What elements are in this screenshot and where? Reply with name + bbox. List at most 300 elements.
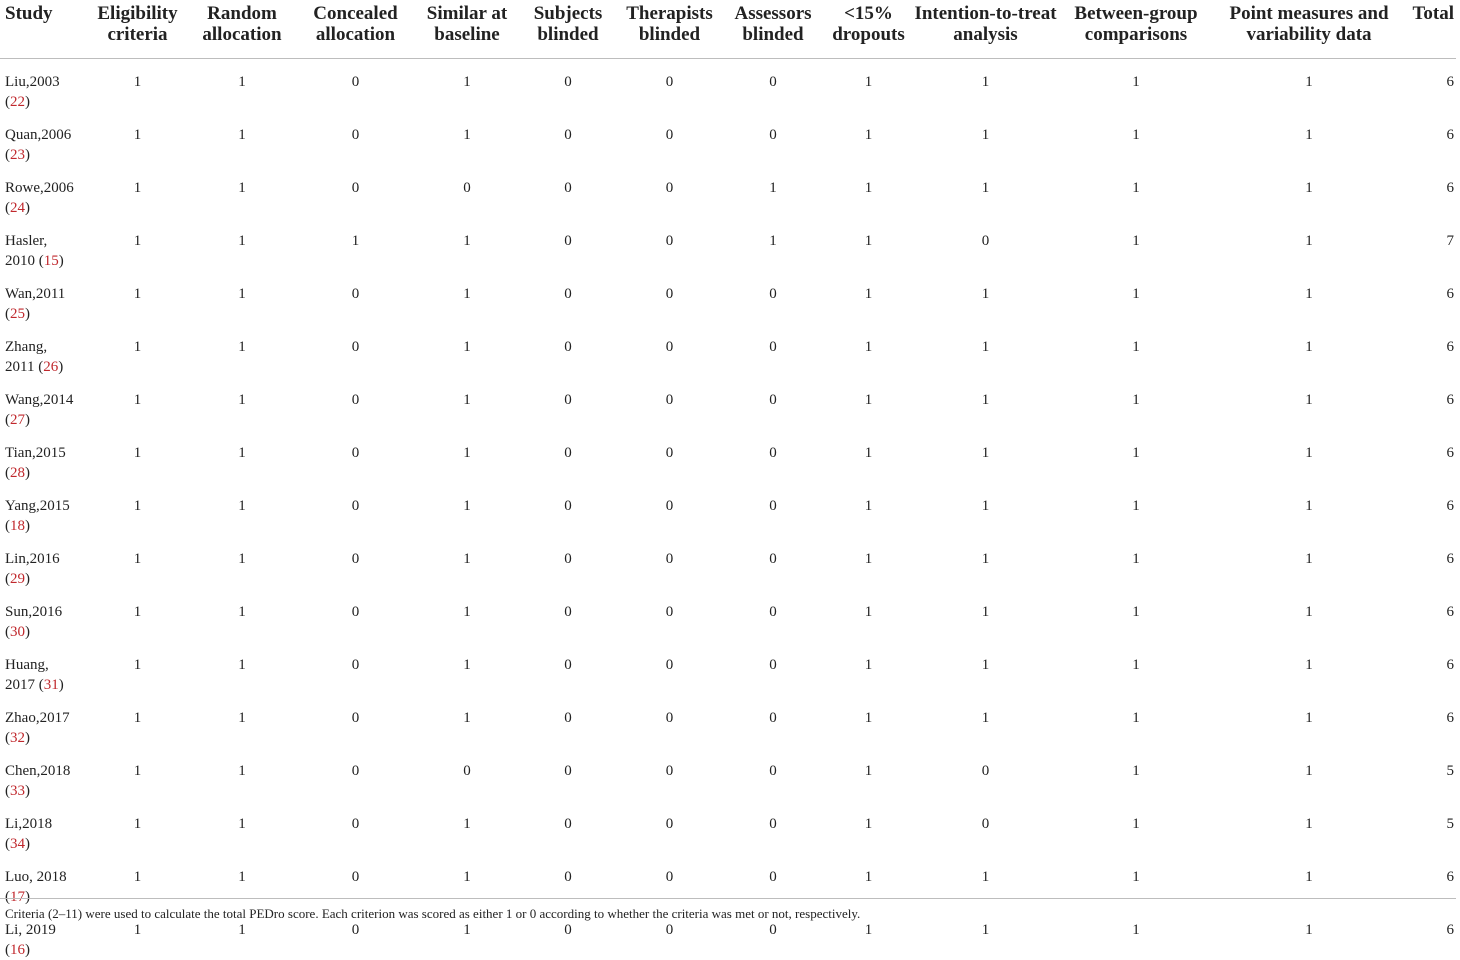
criterion-score-cell: 0: [293, 536, 418, 589]
reference-link[interactable]: 18: [10, 518, 25, 534]
criterion-score-cell: 1: [910, 271, 1061, 324]
criterion-score-cell: 1: [191, 907, 293, 960]
criterion-score-cell: 1: [1211, 642, 1407, 695]
criterion-score-cell: 1: [84, 218, 191, 271]
criterion-score-cell: 1: [910, 483, 1061, 536]
ref-close-paren: ): [59, 253, 64, 269]
column-header-concealed-allocation: Concealed allocation: [293, 0, 418, 59]
criterion-score-cell: 1: [1211, 377, 1407, 430]
study-cell: [0, 430, 84, 483]
criterion-score-cell: 1: [191, 165, 293, 218]
reference-link[interactable]: 17: [10, 889, 25, 905]
ref-close-paren: ): [59, 677, 64, 693]
total-score-cell: 5: [1407, 801, 1456, 854]
criterion-score-cell: 0: [516, 854, 620, 907]
criterion-score-cell: 0: [719, 271, 827, 324]
ref-open-paren: (: [38, 359, 43, 375]
criterion-score-cell: 1: [827, 218, 910, 271]
criterion-score-cell: 1: [827, 748, 910, 801]
criterion-score-cell: 0: [719, 377, 827, 430]
study-name: Zhao,2017: [5, 710, 70, 726]
ref-open-paren: (: [5, 571, 10, 587]
ref-close-paren: ): [25, 518, 30, 534]
study-name: Sun,2016: [5, 604, 62, 620]
criterion-score-cell: 1: [1061, 748, 1211, 801]
criterion-score-cell: 0: [516, 165, 620, 218]
criterion-score-cell: 1: [1061, 536, 1211, 589]
criterion-score-cell: 1: [827, 377, 910, 430]
criterion-score-cell: 0: [620, 854, 719, 907]
criterion-score-cell: 0: [293, 854, 418, 907]
criterion-score-cell: 1: [1211, 801, 1407, 854]
study-name: Luo, 2018: [5, 869, 67, 885]
criterion-score-cell: 1: [827, 59, 910, 113]
criterion-score-cell: 0: [620, 907, 719, 960]
criterion-score-cell: 1: [191, 748, 293, 801]
criterion-score-cell: 0: [293, 695, 418, 748]
criterion-score-cell: 1: [1211, 483, 1407, 536]
criterion-score-cell: 1: [418, 907, 516, 960]
criterion-score-cell: 0: [719, 59, 827, 113]
study-cell: [0, 536, 84, 589]
criterion-score-cell: 1: [84, 748, 191, 801]
study-cell: [0, 483, 84, 536]
criterion-score-cell: 1: [1061, 430, 1211, 483]
ref-close-paren: ): [25, 306, 30, 322]
reference-link[interactable]: 30: [10, 624, 25, 640]
column-header-therapists-blinded: Therapists blinded: [620, 0, 719, 59]
criterion-score-cell: 1: [910, 59, 1061, 113]
criterion-score-cell: 0: [620, 589, 719, 642]
table-row: [0, 589, 1456, 642]
criterion-score-cell: 0: [516, 271, 620, 324]
criterion-score-cell: 1: [191, 589, 293, 642]
criterion-score-cell: 1: [84, 112, 191, 165]
criterion-score-cell: 1: [1061, 854, 1211, 907]
ref-open-paren: (: [5, 624, 10, 640]
criterion-score-cell: 0: [719, 907, 827, 960]
criterion-score-cell: 0: [293, 271, 418, 324]
criterion-score-cell: 1: [84, 377, 191, 430]
reference-link[interactable]: 32: [10, 730, 25, 746]
reference-link[interactable]: 23: [10, 147, 25, 163]
criterion-score-cell: 0: [620, 695, 719, 748]
column-header-subjects-blinded: Subjects blinded: [516, 0, 620, 59]
criterion-score-cell: 1: [1061, 324, 1211, 377]
criterion-score-cell: 1: [1061, 271, 1211, 324]
ref-open-paren: (: [39, 253, 44, 269]
criterion-score-cell: 1: [84, 165, 191, 218]
criterion-score-cell: 0: [516, 907, 620, 960]
ref-open-paren: (: [5, 306, 10, 322]
criterion-score-cell: 0: [516, 377, 620, 430]
criterion-score-cell: 0: [910, 218, 1061, 271]
criterion-score-cell: 1: [1211, 271, 1407, 324]
criterion-score-cell: 0: [293, 748, 418, 801]
criterion-score-cell: 0: [719, 430, 827, 483]
criterion-score-cell: 1: [191, 218, 293, 271]
study-cell: [0, 377, 84, 430]
criterion-score-cell: 1: [827, 642, 910, 695]
criterion-score-cell: 1: [293, 218, 418, 271]
criterion-score-cell: 1: [418, 112, 516, 165]
header-row: [0, 0, 1456, 59]
table-row: [0, 748, 1456, 801]
total-score-cell: 6: [1407, 165, 1456, 218]
criterion-score-cell: 0: [719, 483, 827, 536]
ref-open-paren: (: [5, 730, 10, 746]
ref-close-paren: ): [25, 147, 30, 163]
study-year: 2017: [5, 677, 39, 693]
column-header-dropouts: <15% dropouts: [827, 0, 910, 59]
criterion-score-cell: 1: [191, 112, 293, 165]
criterion-score-cell: 0: [719, 324, 827, 377]
criterion-score-cell: 0: [719, 695, 827, 748]
column-header-assessors-blinded: Assessors blinded: [719, 0, 827, 59]
ref-open-paren: (: [5, 942, 10, 958]
column-header-point-measures: Point measures and variability data: [1211, 0, 1407, 59]
criterion-score-cell: 1: [1061, 218, 1211, 271]
criterion-score-cell: 1: [191, 642, 293, 695]
criterion-score-cell: 1: [84, 854, 191, 907]
total-score-cell: 6: [1407, 271, 1456, 324]
column-header-similar-at-baseline: Similar at baseline: [418, 0, 516, 59]
reference-link[interactable]: 34: [10, 836, 25, 852]
ref-close-paren: ): [25, 889, 30, 905]
table-row: [0, 377, 1456, 430]
criterion-score-cell: 1: [84, 642, 191, 695]
total-score-cell: 6: [1407, 430, 1456, 483]
criterion-score-cell: 0: [516, 642, 620, 695]
criterion-score-cell: 0: [620, 112, 719, 165]
table-row: [0, 854, 1456, 907]
study-name: Yang,2015: [5, 498, 70, 514]
total-score-cell: 6: [1407, 536, 1456, 589]
total-score-cell: 6: [1407, 642, 1456, 695]
criterion-score-cell: 0: [620, 377, 719, 430]
table-row: [0, 536, 1456, 589]
ref-close-paren: ): [25, 571, 30, 587]
criterion-score-cell: 1: [1211, 536, 1407, 589]
total-score-cell: 6: [1407, 695, 1456, 748]
criterion-score-cell: 0: [293, 430, 418, 483]
criterion-score-cell: 1: [191, 430, 293, 483]
criterion-score-cell: 1: [1061, 907, 1211, 960]
column-header-total: Total: [1407, 0, 1456, 59]
column-header-between-group-comparisons: Between-group comparisons: [1061, 0, 1211, 59]
criterion-score-cell: 0: [620, 748, 719, 801]
criterion-score-cell: 1: [191, 695, 293, 748]
ref-open-paren: (: [39, 677, 44, 693]
criterion-score-cell: 1: [827, 271, 910, 324]
criterion-score-cell: 1: [910, 907, 1061, 960]
column-header-intention-to-treat: Intention-to-treat analysis: [910, 0, 1061, 59]
study-name: Quan,2006: [5, 127, 71, 143]
criterion-score-cell: 1: [84, 536, 191, 589]
study-name: Wang,2014: [5, 392, 73, 408]
criterion-score-cell: 1: [1061, 589, 1211, 642]
criterion-score-cell: 0: [516, 430, 620, 483]
study-cell: [0, 589, 84, 642]
criterion-score-cell: 1: [910, 854, 1061, 907]
criterion-score-cell: 1: [418, 218, 516, 271]
total-score-cell: 6: [1407, 377, 1456, 430]
criterion-score-cell: 1: [910, 589, 1061, 642]
ref-open-paren: (: [5, 200, 10, 216]
study-name: Liu,2003: [5, 74, 60, 90]
criterion-score-cell: 0: [516, 218, 620, 271]
criterion-score-cell: 1: [418, 430, 516, 483]
criterion-score-cell: 1: [1061, 801, 1211, 854]
ref-open-paren: (: [5, 412, 10, 428]
ref-close-paren: ): [25, 836, 30, 852]
study-cell: [0, 324, 84, 377]
criterion-score-cell: 0: [516, 483, 620, 536]
study-cell: [0, 854, 84, 907]
study-cell: [0, 695, 84, 748]
criterion-score-cell: 1: [827, 324, 910, 377]
reference-link[interactable]: 22: [10, 94, 25, 110]
table-row: [0, 695, 1456, 748]
criterion-score-cell: 1: [910, 112, 1061, 165]
criterion-score-cell: 1: [1061, 695, 1211, 748]
criterion-score-cell: 1: [418, 59, 516, 113]
criterion-score-cell: 1: [1061, 59, 1211, 113]
table-row: [0, 642, 1456, 695]
total-score-cell: 6: [1407, 59, 1456, 113]
total-score-cell: 5: [1407, 748, 1456, 801]
column-header-random-allocation: Random allocation: [191, 0, 293, 59]
table-row: [0, 430, 1456, 483]
criterion-score-cell: 1: [418, 801, 516, 854]
criterion-score-cell: 0: [620, 483, 719, 536]
criterion-score-cell: 0: [620, 271, 719, 324]
criterion-score-cell: 0: [719, 589, 827, 642]
ref-close-paren: ): [25, 624, 30, 640]
criterion-score-cell: 1: [827, 801, 910, 854]
study-name: Li,2018: [5, 816, 52, 832]
criterion-score-cell: 0: [293, 165, 418, 218]
column-header-study: Study: [0, 0, 84, 59]
criterion-score-cell: 1: [827, 589, 910, 642]
total-score-cell: 6: [1407, 324, 1456, 377]
criterion-score-cell: 0: [719, 801, 827, 854]
ref-close-paren: ): [25, 200, 30, 216]
total-score-cell: 6: [1407, 112, 1456, 165]
criterion-score-cell: 1: [910, 430, 1061, 483]
criterion-score-cell: 0: [719, 854, 827, 907]
study-cell: [0, 801, 84, 854]
criterion-score-cell: 1: [84, 589, 191, 642]
criterion-score-cell: 1: [827, 907, 910, 960]
study-name: Wan,2011: [5, 286, 65, 302]
criterion-score-cell: 1: [910, 324, 1061, 377]
criterion-score-cell: 1: [1061, 377, 1211, 430]
criterion-score-cell: 1: [910, 377, 1061, 430]
criterion-score-cell: 1: [84, 695, 191, 748]
criterion-score-cell: 1: [827, 165, 910, 218]
table-row: [0, 324, 1456, 377]
study-name: Huang,: [5, 657, 49, 673]
criterion-score-cell: 1: [191, 59, 293, 113]
study-cell: [0, 165, 84, 218]
criterion-score-cell: 0: [620, 59, 719, 113]
reference-link[interactable]: 27: [10, 412, 25, 428]
table-row: [0, 165, 1456, 218]
criterion-score-cell: 0: [516, 748, 620, 801]
criterion-score-cell: 1: [1211, 165, 1407, 218]
study-year: 2011: [5, 359, 38, 375]
criterion-score-cell: 0: [620, 324, 719, 377]
criterion-score-cell: 0: [293, 483, 418, 536]
ref-open-paren: (: [5, 518, 10, 534]
criterion-score-cell: 1: [827, 854, 910, 907]
criterion-score-cell: 0: [293, 642, 418, 695]
ref-close-paren: ): [25, 783, 30, 799]
criterion-score-cell: 1: [84, 907, 191, 960]
criterion-score-cell: 1: [1061, 165, 1211, 218]
criterion-score-cell: 1: [191, 271, 293, 324]
criterion-score-cell: 1: [1211, 218, 1407, 271]
study-cell: [0, 642, 84, 695]
reference-link[interactable]: 33: [10, 783, 25, 799]
total-score-cell: 6: [1407, 907, 1456, 960]
criterion-score-cell: 1: [827, 483, 910, 536]
criterion-score-cell: 1: [827, 536, 910, 589]
criterion-score-cell: 0: [910, 748, 1061, 801]
criterion-score-cell: 1: [418, 324, 516, 377]
reference-link[interactable]: 24: [10, 200, 25, 216]
total-score-cell: 6: [1407, 589, 1456, 642]
criterion-score-cell: 1: [418, 377, 516, 430]
criterion-score-cell: 0: [620, 536, 719, 589]
table-row: [0, 218, 1456, 271]
reference-link[interactable]: 15: [44, 253, 59, 269]
criterion-score-cell: 1: [418, 271, 516, 324]
reference-link[interactable]: 16: [10, 942, 25, 958]
table-row: [0, 801, 1456, 854]
study-year: 2010: [5, 253, 39, 269]
criterion-score-cell: 0: [516, 112, 620, 165]
table-row: [0, 59, 1456, 113]
ref-close-paren: ): [25, 412, 30, 428]
table-body: [0, 59, 1456, 960]
reference-link[interactable]: 29: [10, 571, 25, 587]
criterion-score-cell: 0: [418, 748, 516, 801]
ref-close-paren: ): [25, 942, 30, 958]
criterion-score-cell: 0: [516, 59, 620, 113]
total-score-cell: 7: [1407, 218, 1456, 271]
reference-link[interactable]: 25: [10, 306, 25, 322]
criterion-score-cell: 1: [84, 324, 191, 377]
criterion-score-cell: 0: [293, 907, 418, 960]
criterion-score-cell: 0: [516, 801, 620, 854]
ref-close-paren: ): [25, 730, 30, 746]
ref-close-paren: ): [25, 94, 30, 110]
criterion-score-cell: 0: [516, 695, 620, 748]
criterion-score-cell: 0: [293, 377, 418, 430]
criterion-score-cell: 1: [418, 695, 516, 748]
study-cell: [0, 218, 84, 271]
study-name: Lin,2016: [5, 551, 60, 567]
criterion-score-cell: 0: [620, 801, 719, 854]
table-row: [0, 112, 1456, 165]
table-row: [0, 483, 1456, 536]
criterion-score-cell: 1: [191, 324, 293, 377]
study-cell: [0, 271, 84, 324]
study-cell: [0, 748, 84, 801]
criterion-score-cell: 1: [1211, 112, 1407, 165]
study-name: Hasler,: [5, 233, 47, 249]
criterion-score-cell: 0: [293, 59, 418, 113]
criterion-score-cell: 1: [1211, 695, 1407, 748]
criterion-score-cell: 1: [84, 483, 191, 536]
reference-link[interactable]: 26: [43, 359, 58, 375]
criterion-score-cell: 1: [910, 642, 1061, 695]
criterion-score-cell: 1: [418, 483, 516, 536]
criterion-score-cell: 1: [191, 801, 293, 854]
study-name: Rowe,2006: [5, 180, 74, 196]
criterion-score-cell: 1: [1211, 854, 1407, 907]
study-name: Tian,2015: [5, 445, 66, 461]
ref-open-paren: (: [5, 465, 10, 481]
column-header-eligibility-criteria: Eligibility criteria: [84, 0, 191, 59]
criterion-score-cell: 0: [620, 165, 719, 218]
criterion-score-cell: 0: [293, 112, 418, 165]
criterion-score-cell: 0: [719, 748, 827, 801]
criterion-score-cell: 0: [719, 642, 827, 695]
footnote-divider: [0, 898, 1456, 899]
table-row: [0, 271, 1456, 324]
reference-link[interactable]: 31: [44, 677, 59, 693]
criterion-score-cell: 0: [516, 324, 620, 377]
table-header: [0, 0, 1456, 59]
criterion-score-cell: 0: [293, 589, 418, 642]
criterion-score-cell: 1: [827, 695, 910, 748]
criterion-score-cell: 0: [620, 430, 719, 483]
criterion-score-cell: 1: [910, 536, 1061, 589]
reference-link[interactable]: 28: [10, 465, 25, 481]
criterion-score-cell: 1: [827, 112, 910, 165]
criterion-score-cell: 0: [516, 589, 620, 642]
criterion-score-cell: 0: [293, 324, 418, 377]
study-name: Li, 2019: [5, 922, 56, 938]
criterion-score-cell: 1: [191, 536, 293, 589]
total-score-cell: 6: [1407, 854, 1456, 907]
ref-close-paren: ): [58, 359, 63, 375]
study-name: Zhang,: [5, 339, 47, 355]
study-cell: [0, 59, 84, 113]
criterion-score-cell: 1: [84, 271, 191, 324]
criterion-score-cell: 1: [418, 536, 516, 589]
criterion-score-cell: 1: [1211, 430, 1407, 483]
criterion-score-cell: 1: [1211, 59, 1407, 113]
criterion-score-cell: 0: [620, 218, 719, 271]
ref-open-paren: (: [5, 889, 10, 905]
criterion-score-cell: 0: [418, 165, 516, 218]
criterion-score-cell: 0: [719, 536, 827, 589]
criterion-score-cell: 1: [191, 377, 293, 430]
criterion-score-cell: 1: [84, 801, 191, 854]
criterion-score-cell: 1: [84, 59, 191, 113]
criterion-score-cell: 1: [1061, 112, 1211, 165]
ref-open-paren: (: [5, 94, 10, 110]
study-name: Chen,2018: [5, 763, 70, 779]
criterion-score-cell: 1: [84, 430, 191, 483]
study-cell: [0, 112, 84, 165]
criterion-score-cell: 0: [516, 536, 620, 589]
criterion-score-cell: 1: [910, 695, 1061, 748]
